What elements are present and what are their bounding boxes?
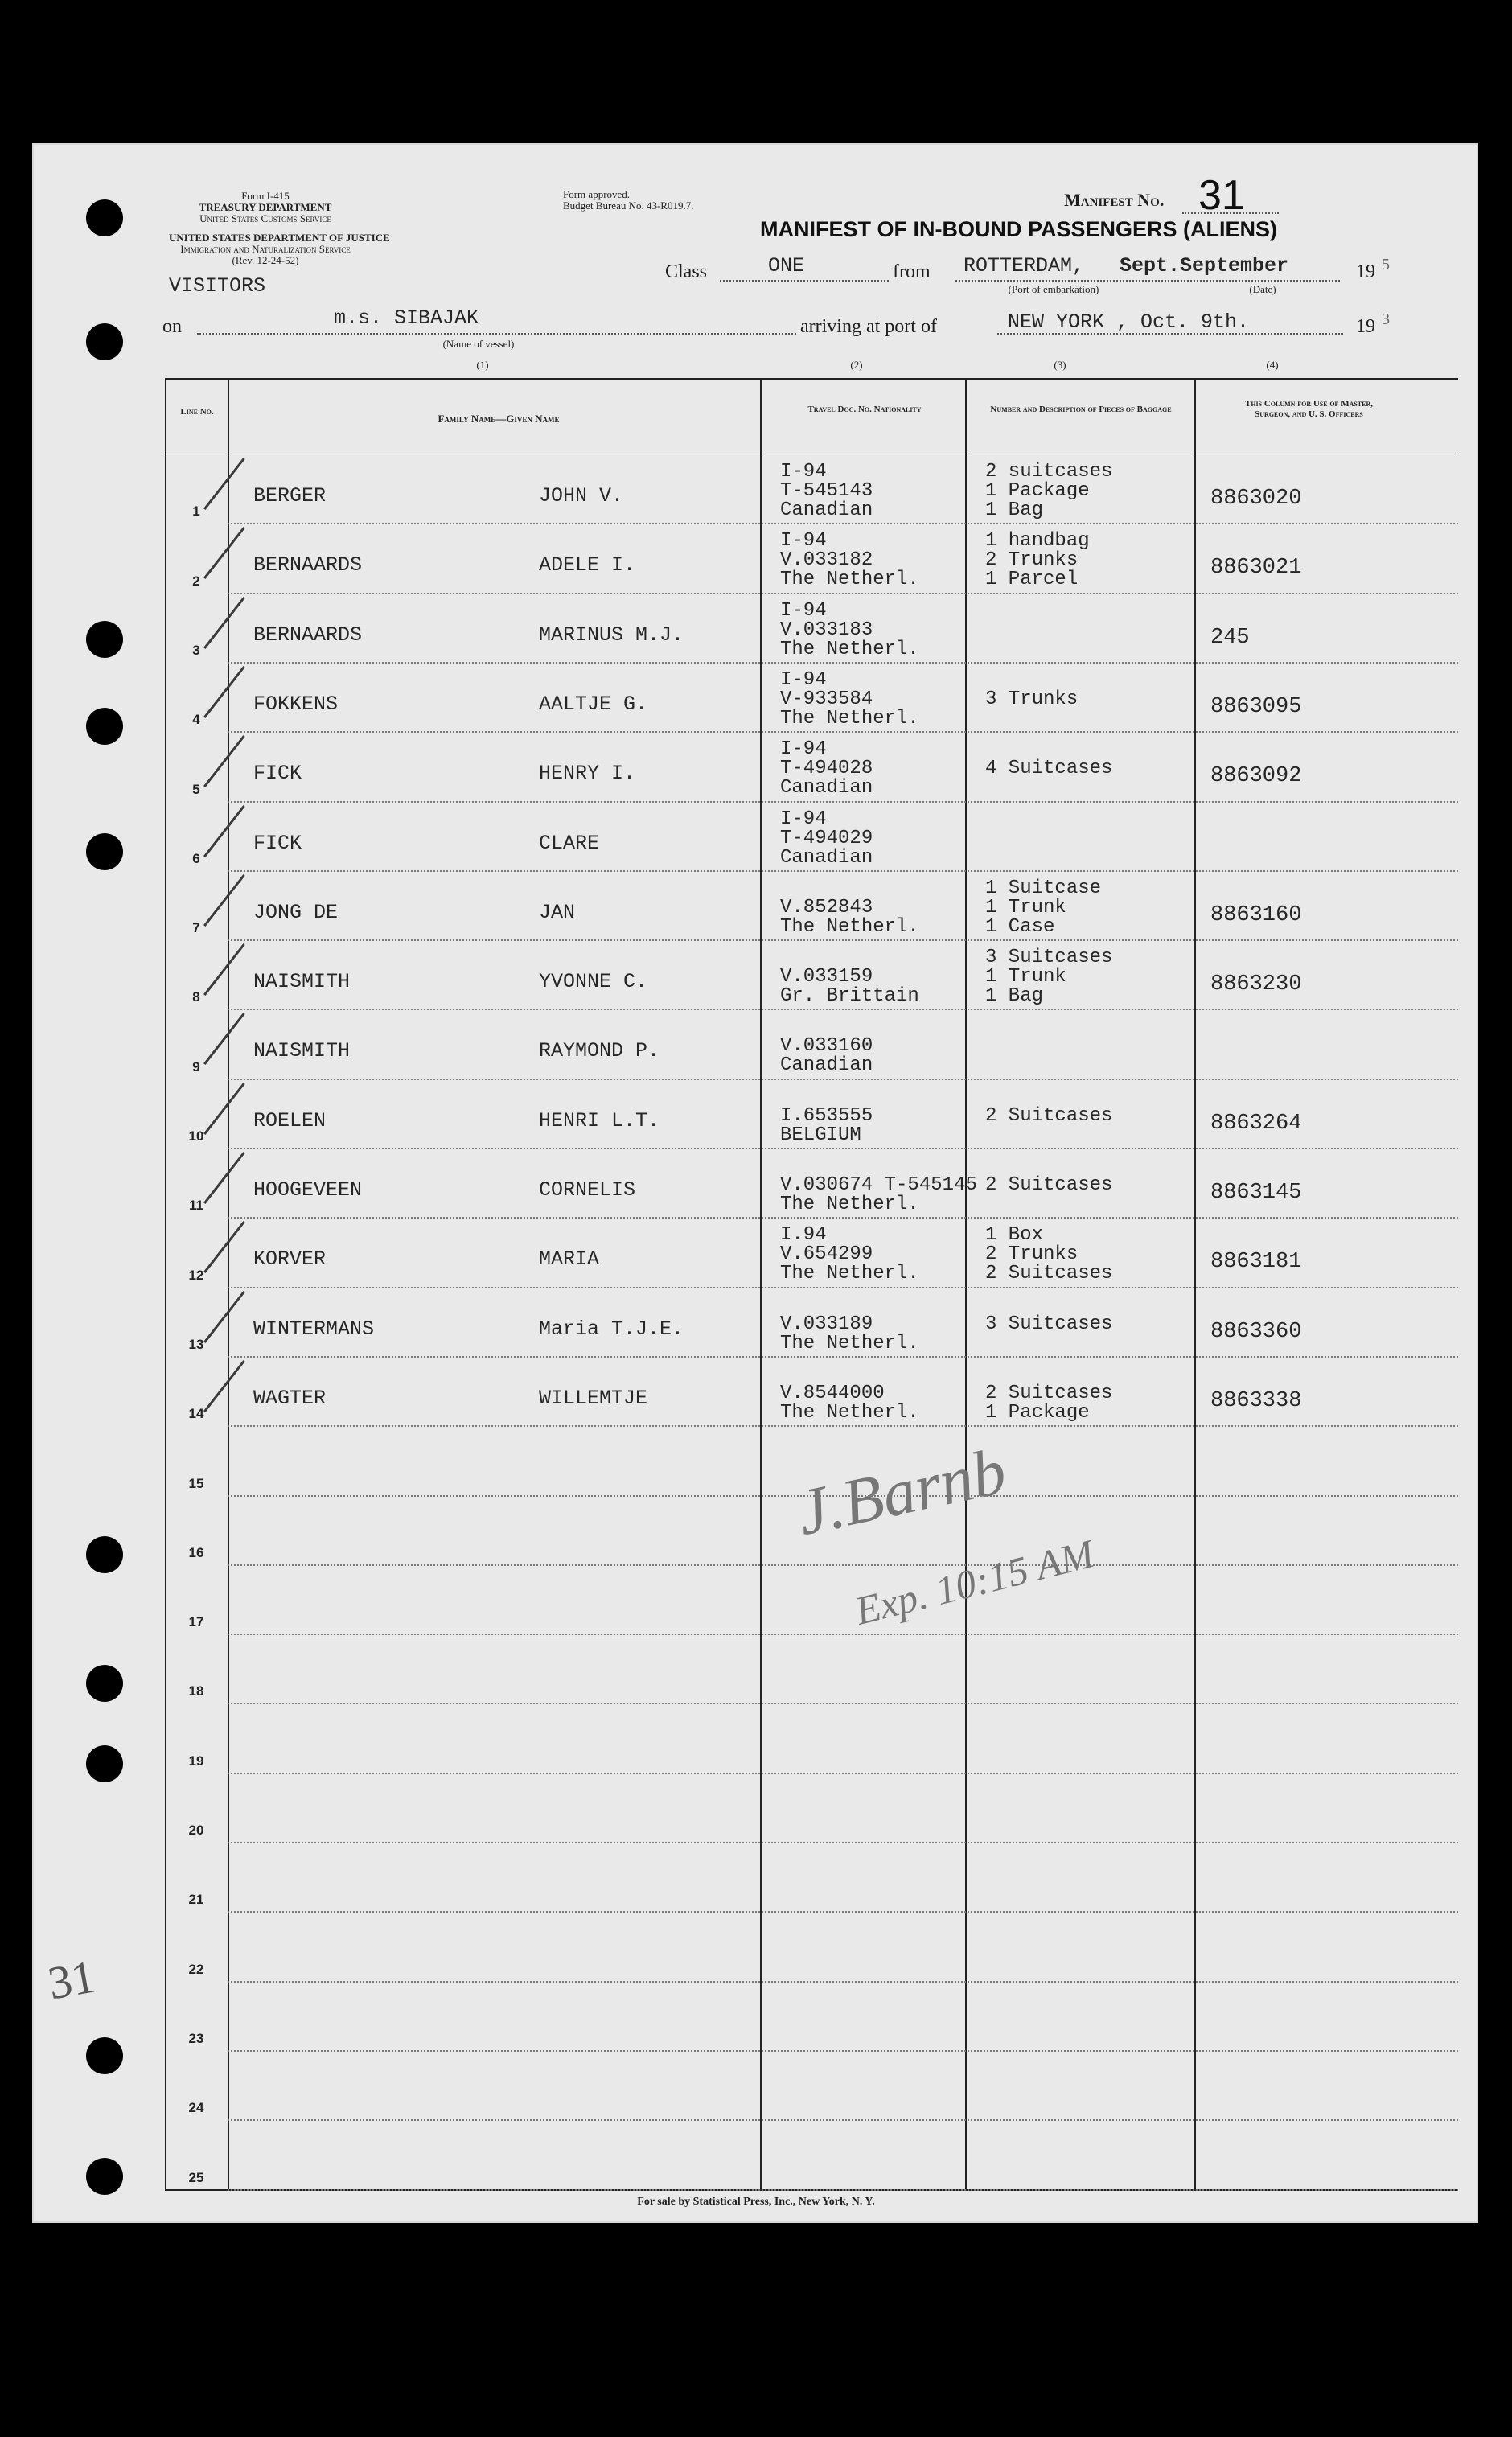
officer-number: 8863021 xyxy=(1210,556,1302,581)
family-name: FICK xyxy=(253,762,302,786)
travel-doc-line: I-94 xyxy=(780,530,827,553)
baggage-line: 1 Trunk xyxy=(985,966,1066,988)
line-number: 16 xyxy=(188,1544,204,1560)
row-divider xyxy=(228,1981,1458,1983)
baggage-line: 1 Bag xyxy=(985,985,1044,1008)
check-mark xyxy=(203,1221,245,1273)
officer-number: 245 xyxy=(1210,625,1250,650)
class-underline xyxy=(720,280,889,282)
check-mark xyxy=(203,805,245,857)
line-number: 21 xyxy=(188,1892,204,1908)
ins-service: Immigration and Naturalization Service xyxy=(180,243,351,255)
row-divider xyxy=(228,1356,1458,1358)
binder-hole xyxy=(86,2037,123,2074)
officer-number: 8863230 xyxy=(1210,972,1302,997)
line-number: 20 xyxy=(188,1823,204,1838)
header-baggage: Number and Description of Pieces of Baggage xyxy=(990,405,1172,414)
travel-doc-line: V.654299 xyxy=(780,1243,873,1266)
baggage-line: 2 Suitcases xyxy=(985,1104,1113,1127)
travel-doc-line: Canadian xyxy=(780,777,873,799)
check-mark xyxy=(203,1152,245,1204)
travel-doc-line: I.94 xyxy=(780,1224,827,1247)
baggage-line: 1 Package xyxy=(985,1401,1090,1424)
family-name: FICK xyxy=(253,831,302,855)
col-line-divider xyxy=(228,378,229,2191)
travel-doc-line: V.033159 xyxy=(780,966,873,988)
given-name: MARINUS M.J. xyxy=(539,623,684,647)
line-number: 5 xyxy=(192,781,200,797)
year1-label: 19 xyxy=(1356,261,1375,282)
departure-date: Sept.September xyxy=(1120,254,1289,277)
vessel-name: m.s. SIBAJAK xyxy=(334,306,479,330)
travel-doc-line: V-933584 xyxy=(780,688,873,710)
officer-number: 8863264 xyxy=(1210,1111,1302,1136)
row-divider xyxy=(228,2119,1458,2121)
check-mark xyxy=(203,943,245,996)
baggage-line: 1 Trunk xyxy=(985,896,1066,918)
row-divider xyxy=(228,801,1458,803)
officer-number: 8863338 xyxy=(1210,1388,1302,1413)
row-divider xyxy=(228,1217,1458,1218)
travel-doc-line: T-494029 xyxy=(780,827,873,849)
row-divider xyxy=(228,523,1458,524)
budget-bureau: Budget Bureau No. 43-R019.7. xyxy=(563,199,694,212)
baggage-line: 3 Suitcases xyxy=(985,947,1113,969)
baggage-line: 1 Box xyxy=(985,1224,1044,1247)
form-id: Form I-415 xyxy=(241,190,290,202)
baggage-line: 1 Package xyxy=(985,480,1090,502)
check-mark xyxy=(203,735,245,787)
line-number: 11 xyxy=(189,1198,203,1214)
travel-doc-line: The Netherl. xyxy=(780,707,919,729)
check-mark xyxy=(203,1360,245,1412)
travel-doc-line: The Netherl. xyxy=(780,1194,919,1215)
row-divider xyxy=(228,1287,1458,1288)
manifest-number: 31 xyxy=(1198,172,1245,219)
year1-suffix: 5 xyxy=(1382,256,1390,273)
baggage-line: 2 Suitcases xyxy=(985,1174,1113,1196)
given-name: MARIA xyxy=(539,1247,600,1272)
travel-doc-line: The Netherl. xyxy=(780,915,919,938)
family-name: WINTERMANS xyxy=(253,1317,375,1341)
family-name: WAGTER xyxy=(253,1386,327,1410)
row-divider xyxy=(228,1703,1458,1704)
col3-caption: (3) xyxy=(1054,359,1066,371)
row-divider xyxy=(228,1773,1458,1774)
family-name: HOOGEVEEN xyxy=(253,1178,363,1202)
line-number: 22 xyxy=(188,1961,204,1977)
inspector-signature: J.Barnb xyxy=(791,1433,1013,1550)
manifest-label: Manifest No. xyxy=(1064,190,1165,210)
row-divider xyxy=(228,1842,1458,1843)
manifest-underline xyxy=(1182,212,1279,214)
travel-doc-line: V.033189 xyxy=(780,1313,873,1335)
table-left xyxy=(165,378,166,2191)
form-approved: Form approved. xyxy=(563,188,631,200)
row-divider xyxy=(228,2189,1458,2191)
line-number: 14 xyxy=(188,1406,204,1422)
baggage-line: 2 suitcases xyxy=(985,461,1113,483)
line-number: 17 xyxy=(188,1614,204,1630)
travel-doc-line: T-494028 xyxy=(780,758,873,780)
line-number: 18 xyxy=(188,1683,204,1699)
row-divider xyxy=(228,1009,1458,1010)
row-divider xyxy=(228,731,1458,733)
baggage-line: 2 Suitcases xyxy=(985,1263,1113,1285)
binder-hole xyxy=(86,199,123,236)
travel-doc-line: I-94 xyxy=(780,808,827,830)
header-line-no: Line No. xyxy=(180,407,214,417)
from-label: from xyxy=(893,261,931,282)
travel-doc-line: V.033183 xyxy=(780,618,873,641)
row-divider xyxy=(228,2050,1458,2052)
line-number: 25 xyxy=(188,2169,204,2185)
travel-doc-line: V.8544000 xyxy=(780,1382,885,1404)
given-name: WILLEMTJE xyxy=(539,1386,648,1410)
row-divider xyxy=(228,870,1458,872)
baggage-line: 1 Case xyxy=(985,915,1055,938)
row-divider xyxy=(228,939,1458,941)
check-mark xyxy=(203,874,245,927)
table-top xyxy=(165,378,1458,380)
manifest-title: MANIFEST OF IN-BOUND PASSENGERS (ALIENS) xyxy=(760,217,1278,241)
officer-number: 8863092 xyxy=(1210,764,1302,789)
binder-hole xyxy=(86,621,123,658)
travel-doc-line: The Netherl. xyxy=(780,1401,919,1424)
travel-doc-line: Canadian xyxy=(780,1054,873,1077)
binder-hole xyxy=(86,1665,123,1702)
line-number: 12 xyxy=(188,1267,204,1283)
stamp-note: Exp. 10:15 AM xyxy=(850,1531,1099,1634)
family-name: ROELEN xyxy=(253,1108,327,1132)
row-divider xyxy=(228,593,1458,594)
family-name: NAISMITH xyxy=(253,970,351,994)
given-name: HENRI L.T. xyxy=(539,1108,660,1132)
given-name: ADELE I. xyxy=(539,553,636,577)
travel-doc-line: I.653555 xyxy=(780,1104,873,1127)
form-revision: (Rev. 12-24-52) xyxy=(232,254,299,266)
travel-doc-line: Canadian xyxy=(780,499,873,521)
col-bag-divider xyxy=(1194,378,1196,2191)
given-name: JAN xyxy=(539,900,576,924)
baggage-line: 3 Suitcases xyxy=(985,1313,1113,1335)
travel-doc-line: I-94 xyxy=(780,461,827,483)
binder-hole xyxy=(86,1536,123,1573)
col4-caption: (4) xyxy=(1266,359,1279,371)
line-number: 8 xyxy=(192,989,200,1005)
baggage-line: 1 Bag xyxy=(985,499,1044,521)
family-name: BERNAARDS xyxy=(253,553,363,577)
header-officers: This Column for Use of Master, Surgeon, and U. S. Officers xyxy=(1244,399,1373,419)
port-embarkation-caption: (Port of embarkation) xyxy=(1008,283,1099,295)
travel-doc-line: V.852843 xyxy=(780,896,873,918)
col-name-divider xyxy=(760,378,762,2191)
baggage-line: 1 handbag xyxy=(985,530,1090,553)
arrival-port: NEW YORK , Oct. 9th. xyxy=(1008,310,1250,334)
date-caption: (Date) xyxy=(1249,283,1276,295)
col-doc-divider xyxy=(965,378,967,2191)
line-number: 7 xyxy=(192,920,200,936)
travel-doc-line: I-94 xyxy=(780,599,827,622)
binder-hole xyxy=(86,708,123,745)
given-name: JOHN V. xyxy=(539,484,624,508)
arriving-label: arriving at port of xyxy=(800,316,937,337)
class-label: Class xyxy=(665,261,708,282)
binder-hole xyxy=(86,323,123,360)
officer-number: 8863181 xyxy=(1210,1250,1302,1275)
travel-doc-line: BELGIUM xyxy=(780,1124,861,1146)
line-number: 15 xyxy=(188,1475,204,1491)
officer-number: 8863020 xyxy=(1210,487,1302,511)
travel-doc-line: Gr. Brittain xyxy=(780,985,919,1008)
family-name: JONG DE xyxy=(253,900,339,924)
check-mark xyxy=(203,458,245,510)
baggage-line: 2 Trunks xyxy=(985,1243,1079,1266)
check-mark xyxy=(203,597,245,649)
row-divider xyxy=(228,1148,1458,1149)
on-label: on xyxy=(162,316,182,337)
travel-doc-line: V.033160 xyxy=(780,1035,873,1058)
baggage-line: 2 Suitcases xyxy=(985,1382,1113,1404)
officer-number: 8863360 xyxy=(1210,1319,1302,1344)
travel-doc-line: The Netherl. xyxy=(780,569,919,591)
officer-number: 8863095 xyxy=(1210,694,1302,719)
family-name: KORVER xyxy=(253,1247,327,1272)
travel-doc-line: V.030674 T-545145 xyxy=(780,1174,977,1196)
baggage-line: 4 Suitcases xyxy=(985,758,1113,780)
officer-number: 8863160 xyxy=(1210,902,1302,927)
check-mark xyxy=(203,1013,245,1065)
line-number: 9 xyxy=(192,1058,200,1075)
line-number: 10 xyxy=(188,1128,204,1144)
given-name: RAYMOND P. xyxy=(539,1039,660,1063)
check-mark xyxy=(203,1083,245,1135)
binder-hole xyxy=(86,2158,123,2195)
baggage-line: 3 Trunks xyxy=(985,688,1079,710)
row-divider xyxy=(228,662,1458,664)
line-number: 3 xyxy=(192,642,200,658)
row-divider xyxy=(228,1564,1458,1566)
travel-doc-line: T-545143 xyxy=(780,480,873,502)
from-value: ROTTERDAM, xyxy=(963,254,1085,277)
justice-dept: UNITED STATES DEPARTMENT OF JUSTICE xyxy=(169,232,390,244)
check-mark xyxy=(203,1291,245,1343)
visitors-label: VISITORS xyxy=(169,274,266,298)
col1-caption: (1) xyxy=(476,359,489,371)
travel-doc-line: The Netherl. xyxy=(780,638,919,660)
line-number: 13 xyxy=(188,1336,204,1352)
given-name: CLARE xyxy=(539,831,600,855)
binder-hole xyxy=(86,1745,123,1782)
class-value: ONE xyxy=(768,254,805,277)
given-name: Maria T.J.E. xyxy=(539,1317,684,1341)
baggage-line: 2 Trunks xyxy=(985,549,1079,572)
family-name: NAISMITH xyxy=(253,1039,351,1063)
header-travel-doc: Travel Doc. No. Nationality xyxy=(807,405,922,414)
line-number: 24 xyxy=(188,2100,204,2116)
customs-service: United States Customs Service xyxy=(199,212,331,224)
row-divider xyxy=(228,1911,1458,1913)
family-name: BERNAARDS xyxy=(253,623,363,647)
given-name: HENRY I. xyxy=(539,762,636,786)
year2-suffix: 3 xyxy=(1382,310,1390,328)
travel-doc-line: Canadian xyxy=(780,846,873,869)
travel-doc-line: V.033182 xyxy=(780,549,873,572)
vessel-underline xyxy=(197,333,796,335)
travel-doc-line: The Netherl. xyxy=(780,1332,919,1354)
row-divider xyxy=(228,1634,1458,1635)
arrival-underline xyxy=(997,333,1343,335)
travel-doc-line: I-94 xyxy=(780,738,827,761)
footer-printer: For sale by Statistical Press, Inc., New York, N. Y. xyxy=(637,2196,875,2208)
header-name: Family Name—Given Name xyxy=(438,413,560,425)
check-mark xyxy=(203,666,245,718)
check-mark xyxy=(203,527,245,579)
line-number: 6 xyxy=(192,850,200,866)
manifest-page xyxy=(32,143,1478,2223)
row-divider xyxy=(228,1425,1458,1427)
travel-doc-line: The Netherl. xyxy=(780,1263,919,1285)
baggage-line: 1 Suitcase xyxy=(985,877,1102,899)
given-name: CORNELIS xyxy=(539,1178,636,1202)
year2-label: 19 xyxy=(1356,316,1375,337)
line-number: 23 xyxy=(188,2030,204,2046)
vessel-caption: (Name of vessel) xyxy=(442,338,515,350)
line-number: 19 xyxy=(188,1753,204,1769)
col2-caption: (2) xyxy=(850,359,863,371)
binder-hole xyxy=(86,833,123,870)
family-name: FOKKENS xyxy=(253,692,339,716)
row-divider xyxy=(228,1079,1458,1080)
line-number: 1 xyxy=(192,503,200,520)
margin-page-note: 31 xyxy=(43,1950,100,2010)
line-number: 2 xyxy=(192,573,200,589)
given-name: YVONNE C. xyxy=(539,970,648,994)
treasury-dept: TREASURY DEPARTMENT xyxy=(199,201,332,213)
line-number: 4 xyxy=(192,712,200,728)
given-name: AALTJE G. xyxy=(539,692,648,716)
baggage-line: 1 Parcel xyxy=(985,569,1079,591)
officer-number: 8863145 xyxy=(1210,1181,1302,1205)
family-name: BERGER xyxy=(253,484,327,508)
travel-doc-line: I-94 xyxy=(780,668,827,691)
from-underline xyxy=(955,280,1340,282)
